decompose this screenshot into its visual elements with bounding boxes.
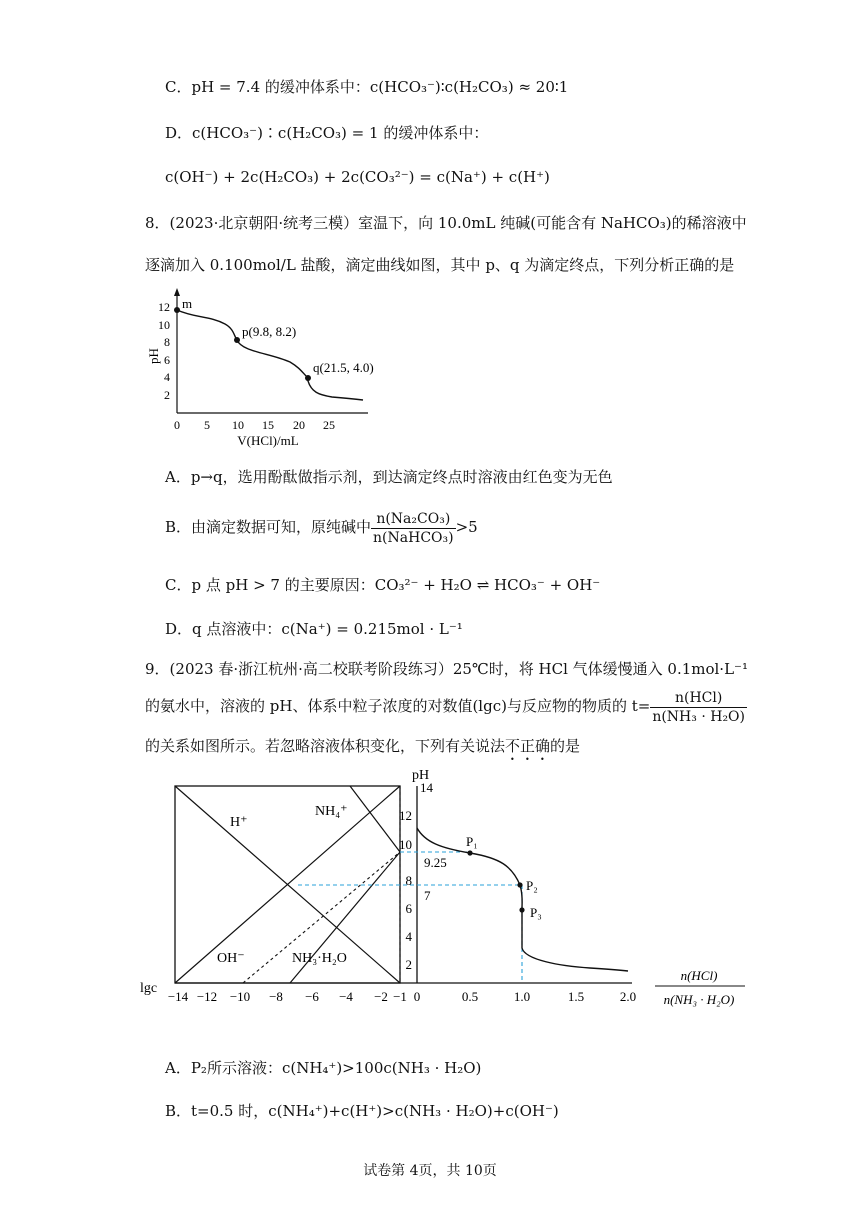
q8-ytick: 10 bbox=[158, 318, 170, 332]
q9-ph-tick: 4 bbox=[405, 929, 412, 944]
q9-label-P3: P₃ bbox=[530, 905, 542, 920]
q8-option-b-fraction bbox=[371, 510, 456, 547]
q8-option-c: C．p 点 pH > 7 的主要原因：CO₃²⁻ + H₂O ⇌ HCO₃⁻ + OH⁻ bbox=[165, 576, 601, 594]
q9-point-P2 bbox=[517, 882, 522, 887]
q9-t-numerator: n(HCl) bbox=[650, 689, 747, 708]
q8-option-a: A．p→q，选用酚酞做指示剂，到达滴定终点时溶液由红色变为无色 bbox=[165, 468, 613, 486]
q9-t-tick: 1.5 bbox=[567, 989, 585, 1004]
q9-t-fraction bbox=[650, 689, 747, 726]
q9-ph-tick: 9.25 bbox=[424, 855, 447, 870]
q9-stem-line1: 9．(2023 春·浙江杭州·高二校联考阶段练习）25℃时，将 HCl 气体缓慢通入 0.1mol·L⁻¹ bbox=[145, 660, 748, 678]
q8-label-m: m bbox=[182, 296, 193, 311]
q9-lgc-tick: −4 bbox=[339, 989, 353, 1004]
q8-label-q: q(21.5, 4.0) bbox=[313, 360, 374, 375]
q9-lgc-tick: −8 bbox=[269, 989, 283, 1004]
q8-point-p bbox=[234, 337, 240, 343]
q9-point-P1 bbox=[467, 850, 472, 855]
q9-stem-line2-prefix: 的氨水中，溶液的 pH、体系中粒子浓度的对数值(lgc)与反应物的物质的 t= bbox=[145, 697, 651, 715]
q9-ph-tick: 7 bbox=[424, 888, 431, 903]
q9-ph-curve bbox=[417, 828, 628, 971]
q9-stem-line3-suffix: 的是 bbox=[550, 737, 581, 755]
q9-stem-line3 bbox=[145, 735, 580, 764]
q8-x-ticks bbox=[174, 418, 335, 432]
q9-lgc-tick: −14 bbox=[167, 989, 189, 1004]
q9-ph-tick: 8 bbox=[405, 873, 412, 888]
q8-xtick: 20 bbox=[293, 418, 305, 432]
q9-label-P2: P₂ bbox=[526, 878, 538, 893]
q9-label-lgc: lgc bbox=[140, 981, 158, 996]
q9-label-NH4-plus: NH₄⁺ bbox=[315, 804, 348, 819]
q9-label-OH-minus: OH⁻ bbox=[217, 951, 245, 966]
q9-label-NH3H2O: NH₃·H₂O bbox=[292, 951, 347, 966]
q8-stem-line2: 逐滴加入 0.100mol/L 盐酸，滴定曲线如图，其中 p、q 为滴定终点，下列分析正确的是 bbox=[145, 256, 735, 274]
q9-option-a: A．P₂所示溶液：c(NH₄⁺)>100c(NH₃ · H₂O) bbox=[165, 1059, 482, 1077]
q9-ph-tick: 12 bbox=[399, 808, 412, 823]
q9-ph-tick: 10 bbox=[399, 837, 412, 852]
q8-point-q bbox=[305, 375, 311, 381]
q8-y-arrow bbox=[174, 288, 180, 296]
q9-lgc-tick: 0 bbox=[413, 989, 421, 1004]
q8-option-d: D．q 点溶液中：c(Na⁺) = 0.215mol · L⁻¹ bbox=[165, 620, 463, 638]
q8-ytick: 6 bbox=[164, 353, 170, 367]
q8-option-b-numerator: n(Na₂CO₃) bbox=[371, 510, 456, 529]
q9-ph-tick: 2 bbox=[405, 957, 412, 972]
q9-point-P3 bbox=[519, 907, 524, 912]
q7-option-d: D．c(HCO₃⁻)∶c(H₂CO₃) = 1 的缓冲体系中： bbox=[165, 124, 489, 142]
q8-point-m bbox=[174, 307, 180, 313]
page-footer: 试卷第 4页，共 10页 bbox=[363, 1163, 497, 1179]
q8-xlabel: V(HCl)/mL bbox=[237, 433, 299, 448]
q9-stem-line2 bbox=[145, 684, 747, 728]
q9-line-NH4-plus bbox=[350, 786, 400, 852]
q9-lgc-tick: −2 bbox=[374, 989, 388, 1004]
q8-stem-line1: 8．(2023·北京朝阳·统考三模）室温下，向 10.0mL 纯碱(可能含有 NaHCO₃)的稀溶液中 bbox=[145, 214, 747, 232]
q9-xlabel-numerator: n(HCl) bbox=[680, 968, 718, 983]
q9-t-denominator: n(NH₃ · H₂O) bbox=[652, 708, 745, 725]
q9-label-P1: P₁ bbox=[466, 834, 478, 849]
q9-emphasis: 不正确 bbox=[505, 737, 551, 755]
q8-ytick: 12 bbox=[158, 300, 170, 314]
q8-option-b-prefix: B．由滴定数据可知，原纯碱中 bbox=[165, 518, 372, 536]
q8-ylabel: pH bbox=[146, 348, 161, 364]
q7-option-c: C．pH = 7.4 的缓冲体系中：c(HCO₃⁻)∶c(H₂CO₃) ≈ 20∶1 bbox=[165, 78, 569, 96]
q8-ytick: 4 bbox=[164, 370, 170, 384]
q8-xtick: 0 bbox=[174, 418, 180, 432]
q8-titration-chart bbox=[146, 288, 380, 453]
q8-option-b bbox=[165, 507, 478, 547]
q8-xtick: 25 bbox=[323, 418, 335, 432]
q9-chart bbox=[140, 762, 750, 1014]
q9-lgc-tick: −6 bbox=[305, 989, 319, 1004]
q9-ph-tick: 14 bbox=[420, 780, 433, 795]
q8-option-b-denominator: n(NaHCO₃) bbox=[373, 529, 454, 546]
q9-t-tick: 2.0 bbox=[619, 989, 637, 1004]
q9-t-tick: 1.0 bbox=[513, 989, 531, 1004]
q9-xlabel-denominator: n(NH₃ · H₂O) bbox=[663, 992, 735, 1007]
q8-option-b-suffix: >5 bbox=[455, 518, 478, 536]
q8-xtick: 10 bbox=[232, 418, 244, 432]
q9-stem-line3-prefix: 的关系如图所示。若忽略溶液体积变化，下列有关说法 bbox=[145, 737, 506, 755]
q8-xtick: 5 bbox=[204, 418, 210, 432]
q9-t-tick: 0.5 bbox=[461, 989, 479, 1004]
q8-ytick: 8 bbox=[164, 335, 170, 349]
q9-label-pH: pH bbox=[412, 768, 430, 783]
q9-option-b: B．t=0.5 时，c(NH₄⁺)+c(H⁺)>c(NH₃ · H₂O)+c(OH⁻) bbox=[165, 1102, 559, 1120]
q8-label-p: p(9.8, 8.2) bbox=[242, 324, 297, 339]
q9-lgc-tick: −10 bbox=[229, 989, 251, 1004]
q7-option-d-equation: c(OH⁻) + 2c(H₂CO₃) + 2c(CO₃²⁻) = c(Na⁺) + c(H⁺) bbox=[165, 168, 550, 186]
q9-ph-tick: 6 bbox=[405, 901, 412, 916]
q8-ytick: 2 bbox=[164, 388, 170, 402]
q9-lgc-tick: −12 bbox=[196, 989, 218, 1004]
q9-lgc-tick: −1 bbox=[393, 989, 407, 1004]
q8-xtick: 15 bbox=[262, 418, 274, 432]
q9-label-H-plus: H⁺ bbox=[230, 815, 248, 830]
